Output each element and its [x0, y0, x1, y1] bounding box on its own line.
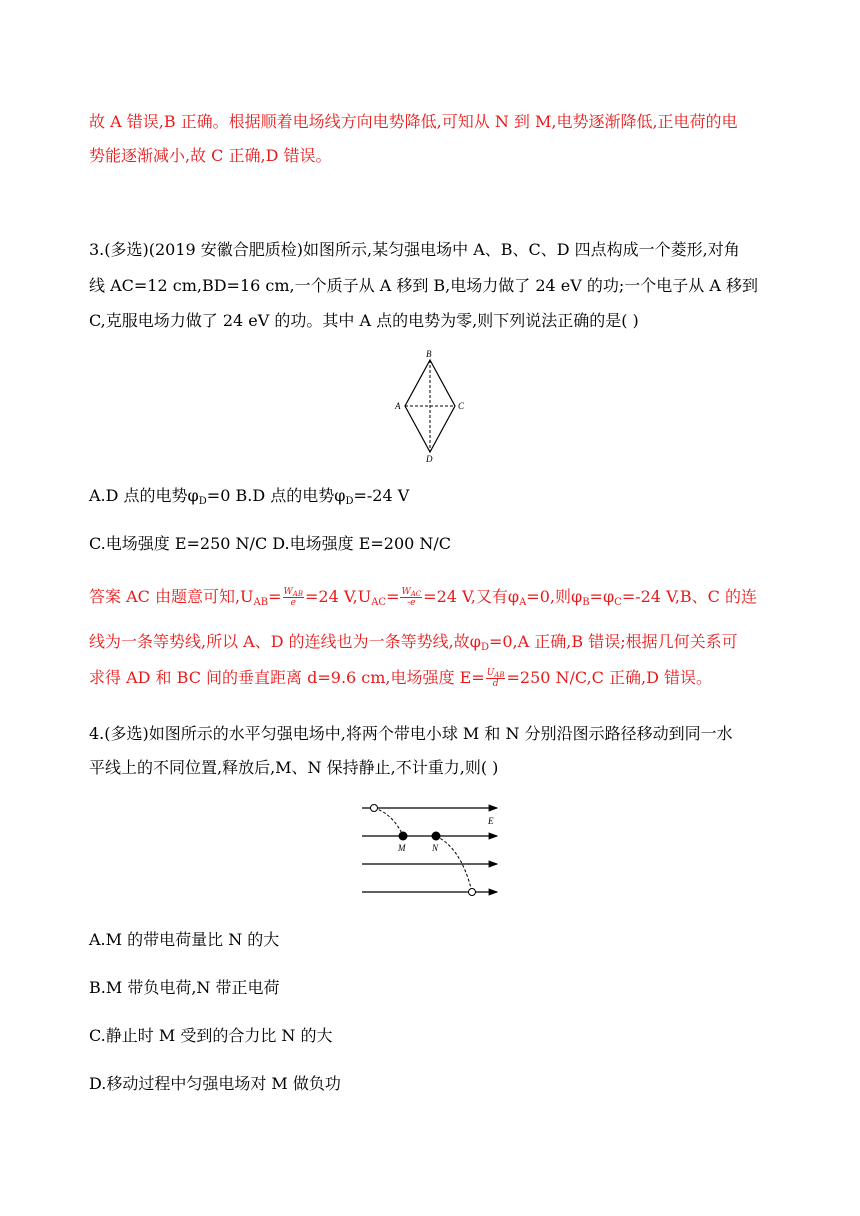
q3-answer-line-1 — [89, 587, 757, 608]
fraction-uab-over-d — [486, 668, 506, 689]
ans-line2-post: =0,A 正确,B 错误;根据几何关系可 — [488, 632, 738, 651]
label-c: C — [458, 401, 465, 411]
start-marker-n — [469, 889, 476, 896]
frac2-num-sub: AC — [410, 590, 422, 598]
frac1-num-sub: AB — [292, 590, 303, 598]
ans-s5: =24 V,又有φ — [423, 587, 520, 606]
frac1-num: W — [283, 587, 293, 597]
opt-b-sub: D — [345, 496, 354, 507]
ball-n — [432, 832, 441, 841]
label-a: A — [395, 401, 401, 411]
opt-a-pre: A.D 点的电势φ — [89, 486, 199, 505]
label-e: E — [488, 816, 494, 826]
q3-options-cd: C.电场强度 E=250 N/C D.电场强度 E=200 N/C — [89, 534, 452, 553]
ans-sub-ab: AB — [253, 597, 269, 608]
label-m: M — [398, 843, 406, 853]
frac3-num: U — [486, 668, 495, 678]
ans-s8: =-24 V,B、C 的连 — [621, 587, 758, 606]
ans-line2-pre: 线为一条等势线,所以 A、D 的连线也为一条等势线,故φ — [89, 632, 481, 651]
q4-option-c: C.静止时 M 受到的合力比 N 的大 — [89, 1026, 333, 1045]
opt-a-post: =0 B.D 点的电势φ — [206, 486, 346, 505]
rhombus-figure — [390, 348, 480, 464]
frac1-den: e — [290, 598, 296, 608]
fraction-wac-over-neg-e — [400, 587, 422, 608]
label-n: N — [432, 843, 439, 853]
q4-stem-line-2: 平线上的不同位置,释放后,M、N 保持静止,不计重力,则( ) — [89, 758, 499, 777]
ans-s4: = — [386, 587, 400, 606]
opt-a-sub: D — [198, 496, 207, 507]
q4-option-a: A.M 的带电荷量比 N 的大 — [89, 930, 280, 949]
ans-s2: = — [268, 587, 282, 606]
q4-option-b: B.M 带负电荷,N 带正电荷 — [89, 978, 280, 997]
ans-s7: =φ — [589, 587, 615, 606]
frac3-num-sub: AB — [494, 671, 505, 679]
fraction-wab-over-e — [283, 587, 304, 608]
q3-stem-line-2: 线 AC=12 cm,BD=16 cm,一个质子从 A 移到 B,电场力做了 24 eV 的功;一个电子从 A 移到 — [89, 276, 759, 295]
ans-sub-ac: AC — [371, 597, 387, 608]
frac3-den: d — [492, 679, 499, 689]
label-d: D — [426, 454, 433, 464]
ball-m — [399, 832, 408, 841]
frac2-den: -e — [407, 598, 416, 608]
path-m — [374, 808, 403, 836]
q3-answer-line-3 — [89, 668, 712, 689]
ans-sub-c: C — [614, 597, 622, 608]
q3-answer-line-2 — [89, 632, 738, 652]
ans-s3: =24 V,U — [305, 587, 372, 606]
opt-b-post: =-24 V — [353, 486, 410, 505]
q3-stem-line-1: 3.(多选)(2019 安徽合肥质检)如图所示,某匀强电场中 A、B、C、D 四点构成一个菱形,对角 — [89, 240, 740, 259]
ans-sub-a: A — [519, 597, 527, 608]
q3-stem-line-3: C,克服电场力做了 24 eV 的功。其中 A 点的电势为零,则下列说法正确的是( ) — [89, 311, 639, 330]
ans-s1: 答案 AC 由题意可知,U — [89, 587, 254, 606]
ans-line2-sub: D — [480, 642, 489, 653]
label-b: B — [426, 349, 432, 359]
prev-answer-line-1: 故 A 错误,B 正确。根据顺着电场线方向电势降低,可知从 N 到 M,电势逐渐降低,正电荷的电 — [89, 112, 738, 131]
ans-s6: =0,则φ — [526, 587, 583, 606]
start-marker-m — [371, 805, 378, 812]
frac2-num: W — [401, 587, 411, 597]
ans-line3-pre: 求得 AD 和 BC 间的垂直距离 d=9.6 cm,电场强度 E= — [89, 668, 485, 687]
q4-option-d: D.移动过程中匀强电场对 M 做负功 — [89, 1074, 341, 1093]
q4-stem-line-1: 4.(多选)如图所示的水平匀强电场中,将两个带电小球 M 和 N 分别沿图示路径移动到同一水 — [89, 724, 733, 743]
prev-answer-line-2: 势能逐渐减小,故 C 正确,D 错误。 — [89, 146, 332, 165]
ans-line3-post: =250 N/C,C 正确,D 错误。 — [506, 668, 712, 687]
q3-options-ab — [89, 486, 409, 506]
ans-sub-b: B — [582, 597, 590, 608]
electric-field-figure — [360, 798, 510, 902]
